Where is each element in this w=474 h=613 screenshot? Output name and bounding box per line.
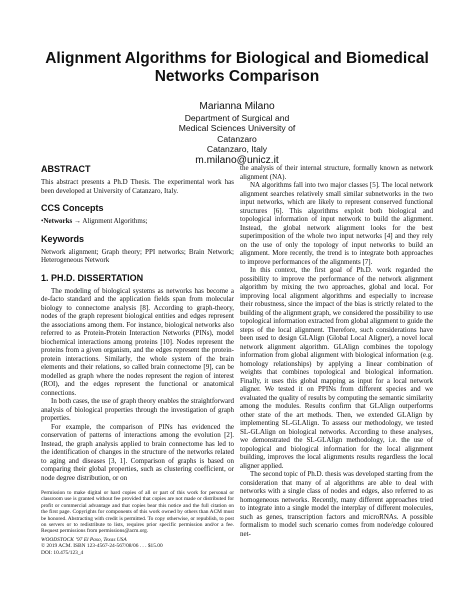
author-affiliation-line-1: Department of Surgical and [184,113,290,123]
right-column [240,164,433,538]
ccs-heading: CCS Concepts [41,203,104,213]
section-1-paragraph-3: For example, the comparison of PINs has evidenced the conservation of patterns of interactions among the evolution [2]. Instead, the graph analysis applied to brain connectome has led to the identification of changes in the structure of the networks related to aging and diseases [3, 1]. Comparison of graphs is based on comparing their global properties, such as clustering coefficient, or node degree distribution, or on [41,422,234,482]
section-1-heading: 1. PH.D. DISSERTATION [41,272,144,283]
keywords-text: Network alignment; Graph theory; PPI networks; Brain Network; Heterogeneous Network [41,247,234,264]
copyright-footer [41,490,234,556]
section-1-paragraph-1: The modeling of biological systems as networks has become a de-facto standard and the application fields span from molecular biology to connectome analysis [8]. According to graph-theory, nodes of the graph represent biological entities and edges represent the associations among them. For instance, biological networks also referred to as Protein-Protein Interaction Networks (PINs), model biochemical interactions among proteins [10]. Nodes represent the proteins from a given organism, and the edges represent the protein-protein interactions. Similarly, the whole system of the brain elements and their relations, so called brain connectome [9], can be modelled as graph where the nodes represent the region of interest (ROI), and the edges represent the functional or anatomical connections. [41,286,234,397]
keywords-heading: Keywords [41,233,85,244]
right-paragraph-2: In this context, the first goal of Ph.D. work regarded the possibility to improve the performance of the network alignment algorithm by mixing the two approaches, global and local. For improving local alignment algorithms and especially to increase their robustness, since the impact of the bias is strictly related to the building of the alignment graph, we considered the possibility to use topological information extracted from global alignment to guide the steps of the local alignment. Therefore, such considerations have been used to design GLAlign (Global Local Aligner), a novel local network alignment algorithm. GLAlign combines the topology information from global alignment with biological information (e.g. homology relationships) by applying a linear combination of weights that combines topological and biological information. Finally, it uses this global mapping as input for a local network aligner. We tested it on PPINs from different species and we evaluated the quality of results by computing the semantic similarity among the modules. Results confirm that GLAlign outperforms other state of the art methods. Then, we extended GLAlign by implementing SL-GLAlign. To assess our methodology, we tested SL-GLAlign on biological networks. According to these analyses, we demonstrated the SL-GLAlign methodology, i.e. the use of topological and biological information for the local alignment building, improves the local alignments results regardless the local aligner applied. [240,266,433,470]
paper-title [40,50,434,86]
ccs-concept: Networks [43,217,73,225]
author-email: m.milano@unicz.it [195,154,279,166]
title-line-1: Alignment Algorithms for Biological and Biomedical [45,50,429,67]
permission-notice: Permission to make digital or hard copies of all or part of this work for personal or classroom use is granted without fee provided that copies are not made or distributed for profit or commercial advantage and that copies bear this notice and the full citation on the first page. Copyrights for components of this work owned by others than ACM must be honored. Abstracting with credit is permitted. To copy otherwise, or republish, to post on servers or to redistribute to lists, requires prior specific permission and/or a fee. Request permissions from permissions@acm.org. [41,490,234,535]
author-block [137,100,337,167]
left-column [41,164,234,482]
right-paragraph-3: The second topic of Ph.D. thesis was developed starting from the consideration that many of al algorithms are able to deal with networks with a single class of nodes and edges, also referred to as homogeneous networks. Recently, many different approaches tried to integrate into a single model the interplay of different molecules, such as genes, transcription factors and microRNAs. A possible formalism to model such scenario comes from node/edge coloured net- [240,470,433,538]
doi-line: DOI: 10.475/123_4 [41,549,84,556]
section-1-paragraph-2: In both cases, the use of graph theory enables the straightforward analysis of biological properties through the investigation of graph properties. [41,397,234,422]
author-affiliation-line-2: Medical Sciences University of [178,123,296,134]
abstract-text: This abstract presents a Ph.D Thesis. The experimental work has been developed at University of Catanzaro, Italy. [41,178,234,195]
right-paragraph-0: the analysis of their internal structure, formally known as network alignment (NA). [240,164,433,181]
ccs-bullet: • [41,217,44,225]
author-name: Marianna Milano [199,101,275,112]
conference-line: WOODSTOCK ’97 El Paso, Texas USA [41,536,127,543]
abstract-heading: ABSTRACT [41,164,91,174]
title-line-2: Networks Comparison [154,68,320,85]
author-affiliation-line-3: Catanzaro [217,133,257,144]
ccs-subconcept: Alignment Algorithms; [82,217,148,225]
ccs-concepts [41,217,234,226]
author-location: Catanzaro, Italy [206,144,268,155]
ccs-arrow: → [73,217,81,225]
right-paragraph-1: NA algorithms fall into two major classes [5]. The local network alignment searches relatively small similar subnetworks in the two input networks, which are likely to represent conserved functional structures [6]. This algorithms exploit both biological and topological information of input network to build the alignment. Instead, the global network alignment looks for the best superimposition of the whole two input networks [4] and they rely on the use of only the topology of input networks to build an alignment. More recently, the trend is to integrate both approaches to improve performances of the alignments [7]. [240,181,433,266]
copyright-line: © 2019 ACM. ISBN 123-4567-24-567/08/06 . . . $15.00 [41,543,163,550]
